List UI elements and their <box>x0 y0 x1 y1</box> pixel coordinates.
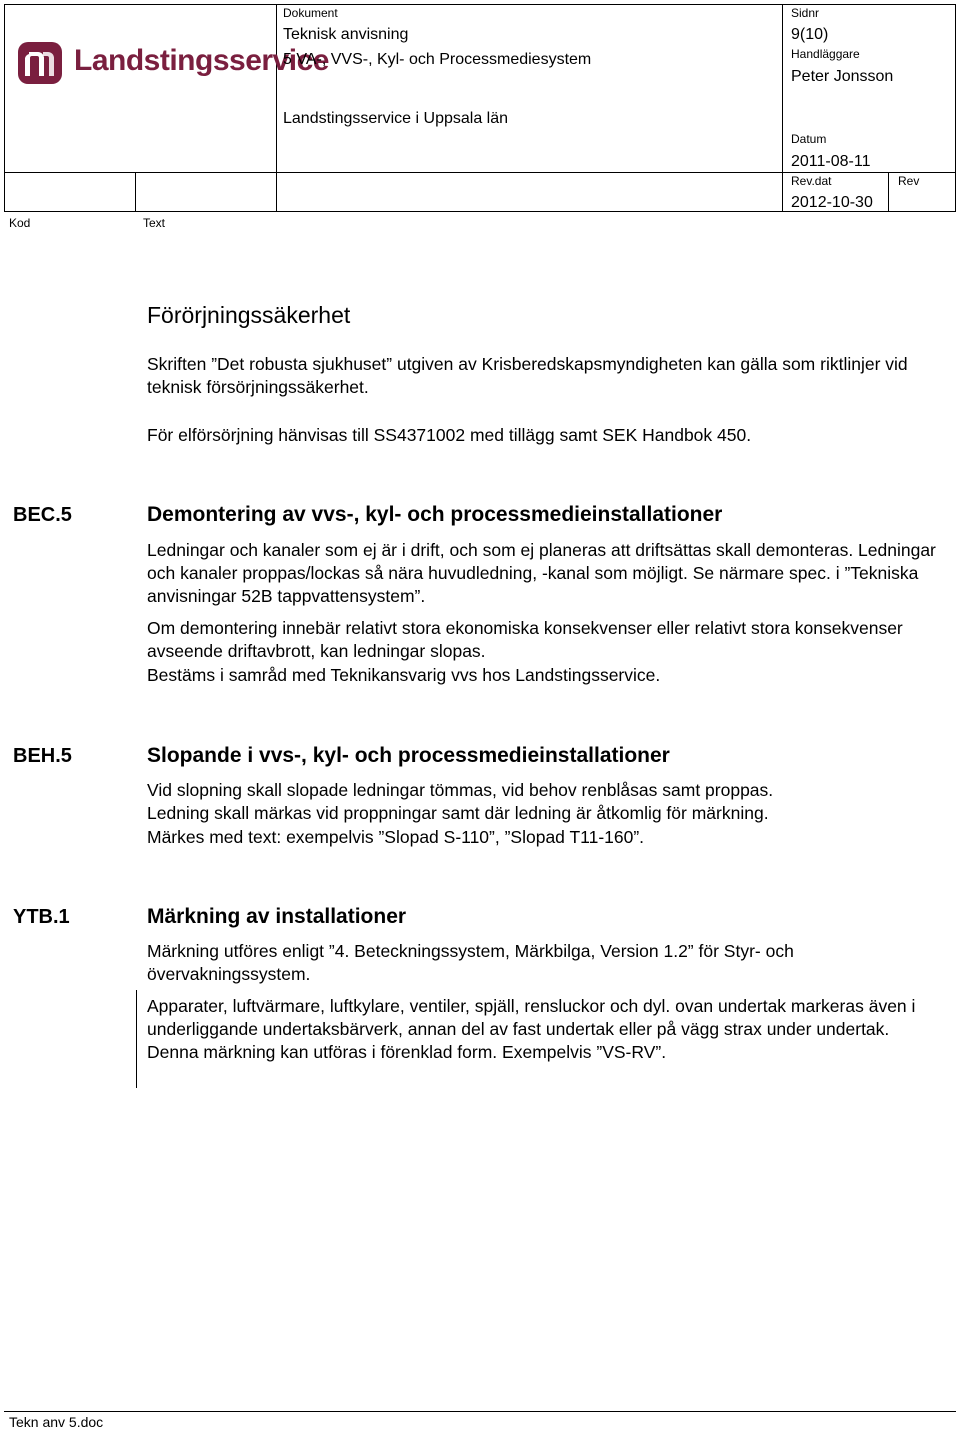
section-paragraph-1: Märkning utföres enligt ”4. Beteckningssystem, Märkbilga, Version 1.2” för Styr- och övervakningssystem. <box>147 941 794 984</box>
section-paragraph-1: Ledningar och kanaler som ej är i drift, och som ej planeras att driftsättas skall demonteras. Ledningar och kanaler proppas/lockas så nära huvudledning, -kanal som möjligt. Se närmare spec. i ”Tekniska anvisningar 52B tappvattensystem”. <box>147 540 936 606</box>
section-paragraph-2: Ledning skall märkas vid proppningar samt där ledning är åtkomlig för märkning. <box>147 803 769 823</box>
section-code: BEC.5 <box>13 504 72 526</box>
datum-value: 2011-08-11 <box>791 153 871 170</box>
header-border-top <box>4 4 956 5</box>
header-sep-kod <box>135 172 136 212</box>
header-sep-horizontal <box>4 172 956 173</box>
text-label: Text <box>143 216 166 230</box>
handlaggare-label: Handläggare <box>791 47 860 61</box>
header-border-left <box>4 4 5 212</box>
footer-border-top <box>4 1411 956 1412</box>
section-title: Märkning av installationer <box>147 905 407 928</box>
kod-label: Kod <box>9 216 31 230</box>
revision-bar <box>136 990 137 1088</box>
section-code: BEH.5 <box>13 745 72 767</box>
section-paragraph-3: Bestäms i samråd med Teknikansvarig vvs hos Landstingsservice. <box>147 665 661 685</box>
section-title: Demontering av vvs-, kyl- och processmedieinstallationer <box>147 503 723 526</box>
section-title: Slopande i vvs-, kyl- och processmedieinstallationer <box>147 744 670 767</box>
dokument-subtitle: 5 VA-, VVS-, Kyl- och Processmediesystem <box>283 51 592 68</box>
organisation-name: Landstingsservice i Uppsala län <box>283 110 509 127</box>
dokument-label: Dokument <box>283 6 338 20</box>
header-sep-right <box>782 4 783 212</box>
logo-icon <box>16 38 66 88</box>
handlaggare-value: Peter Jonsson <box>791 68 894 85</box>
header-border-right <box>955 4 956 212</box>
section-paragraph-2: Om demontering innebär relativt stora ekonomiska konsekvenser eller relativt stora konsekvenser avseende driftavbrott, kan ledningar slopas. <box>147 618 903 661</box>
section-paragraph-2: Apparater, luftvärmare, luftkylare, ventiler, spjäll, rensluckor och dyl. ovan undertak markeras även i underliggande undertaksbärverk, annan del av fast undertak eller på vägg strax under undertak. Denna märkning kan utföras i förenklad form. Exempelvis ”VS-RV”. <box>147 996 916 1062</box>
header-sep-rev <box>888 172 889 212</box>
section-paragraph-1: Vid slopning skall slopade ledningar tömmas, vid behov renblåsas samt proppas. <box>147 780 774 800</box>
landstingsservice-logo <box>16 38 329 88</box>
rev-label: Rev <box>898 174 920 188</box>
sidnr-label: Sidnr <box>791 6 820 20</box>
dokument-title: Teknisk anvisning <box>283 26 409 43</box>
footer-filename: Tekn anv 5.doc <box>9 1414 104 1430</box>
revdat-value: 2012-10-30 <box>791 194 873 211</box>
intro-paragraph-1: Skriften ”Det robusta sjukhuset” utgiven av Krisberedskapsmyndigheten kan gälla som riktlinjer vid teknisk försörjningssäkerhet. <box>147 354 908 397</box>
intro-paragraph-2: För elförsörjning hänvisas till SS4371002 med tillägg samt SEK Handbok 450. <box>147 425 752 445</box>
sidnr-value: 9(10) <box>791 26 829 43</box>
revdat-label: Rev.dat <box>791 174 832 188</box>
section-code: YTB.1 <box>13 906 70 928</box>
logo-wordmark: Landstingsservice <box>74 44 329 77</box>
section-paragraph-3: Märkes med text: exempelvis ”Slopad S-110”, ”Slopad T11-160”. <box>147 827 645 847</box>
intro-heading: Förörjningssäkerhet <box>147 302 351 328</box>
header-sep-logo <box>276 4 277 212</box>
datum-label: Datum <box>791 132 827 146</box>
